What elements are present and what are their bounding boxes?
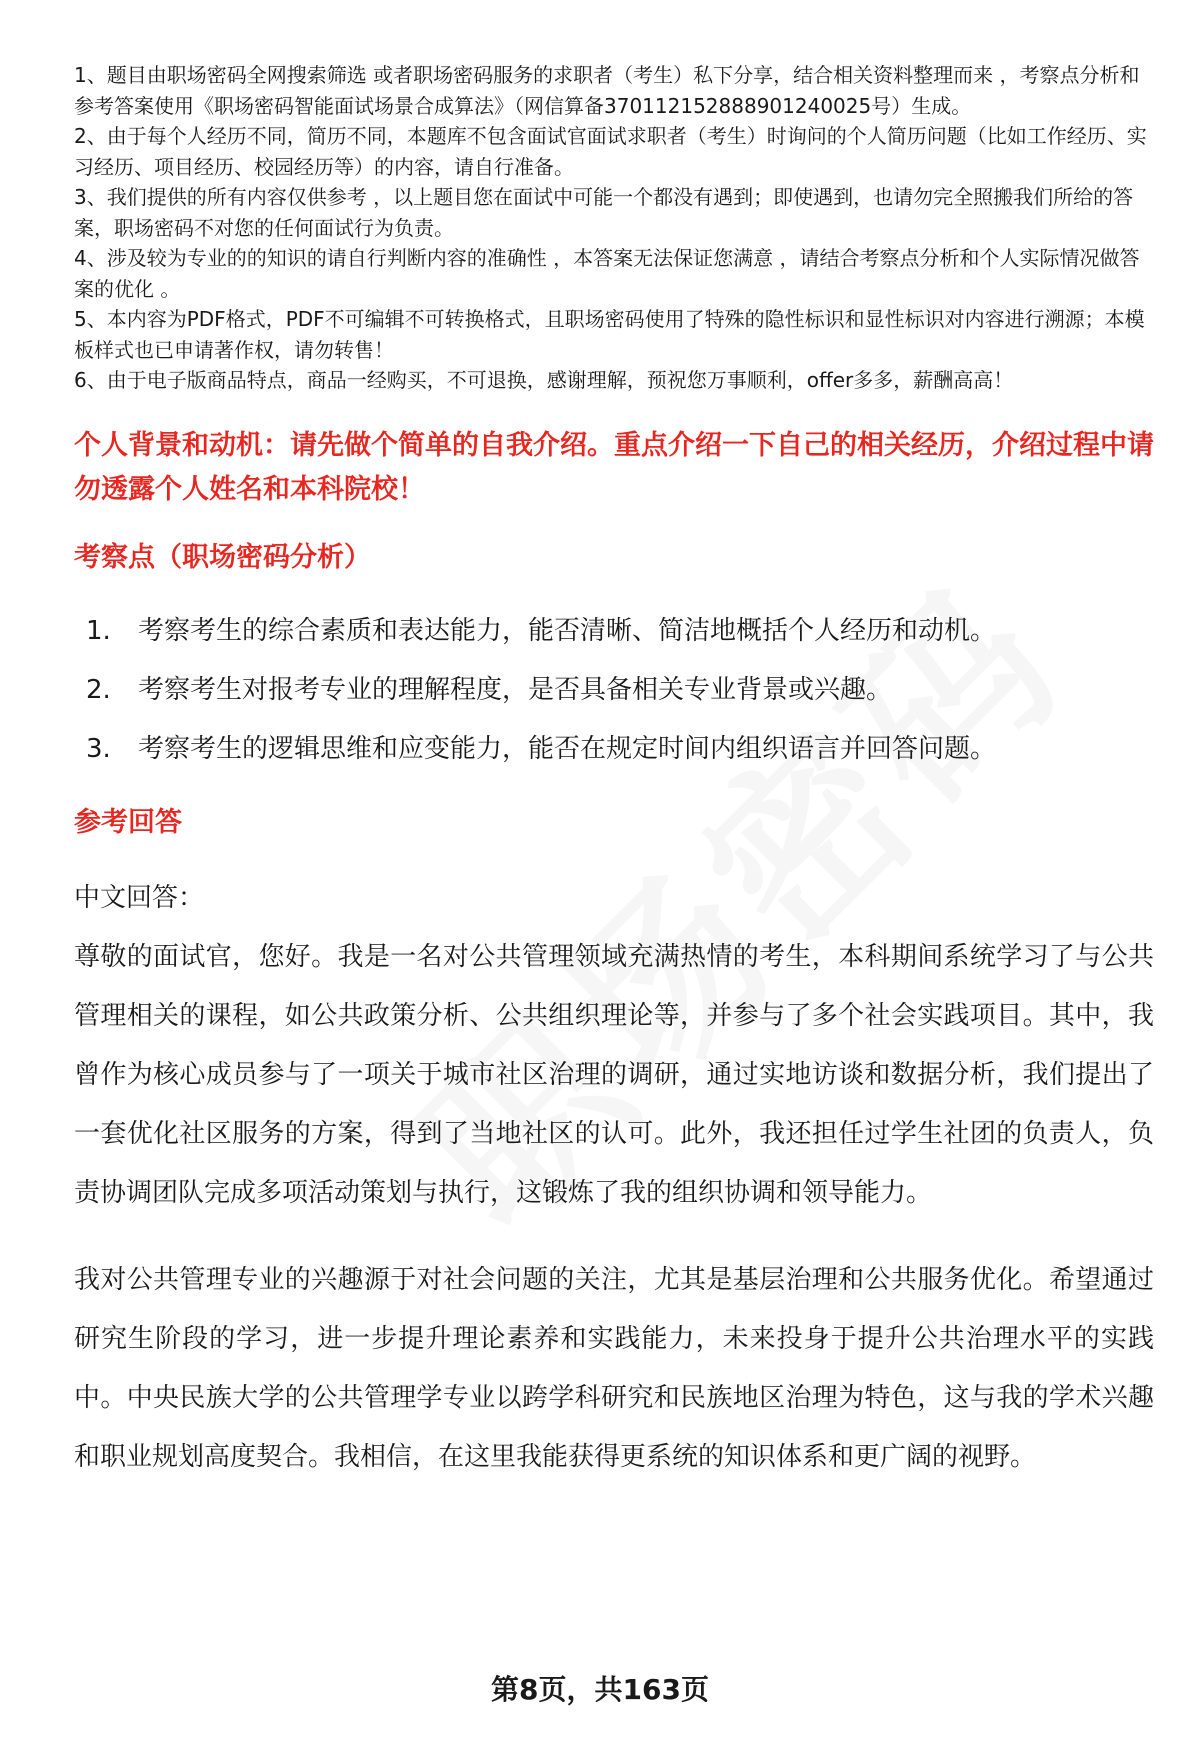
point-number: 3. — [86, 733, 111, 764]
analysis-points — [74, 602, 1154, 779]
document-page — [74, 60, 1154, 1487]
analysis-point — [74, 720, 1154, 779]
point-text: 考察考生对报考专业的理解程度，是否具备相关专业背景或兴趣。 — [138, 674, 893, 705]
note-item: 6、由于电子版商品特点，商品一经购买，不可退换，感谢理解，预祝您万事顺利，offer多多，薪酬高高！ — [74, 368, 1014, 392]
note-item: 5、本内容为PDF格式，PDF不可编辑不可转换格式，且职场密码使用了特殊的隐性标识和显性标识对内容进行溯源；本模板样式也已申请著作权，请勿转售！ — [74, 307, 1145, 362]
point-number: 2. — [86, 674, 111, 705]
note-item: 3、我们提供的所有内容仅供参考 ，以上题目您在面试中可能一个都没有遇到；即使遇到，也请勿完全照搬我们所给的答案，职场密码不对您的任何面试行为负责。 — [74, 185, 1134, 240]
point-number: 1. — [86, 615, 111, 646]
analysis-heading: 考察点（职场密码分析） — [74, 541, 371, 573]
point-text: 考察考生的综合素质和表达能力，能否清晰、简洁地概括个人经历和动机。 — [138, 615, 997, 646]
note-item: 2、由于每个人经历不同，简历不同，本题库不包含面试官面试求职者（考生）时询问的个人简历问题（比如工作经历、实习经历、项目经历、校园经历等）的内容，请自行准备。 — [74, 124, 1147, 179]
note-item: 4、涉及较为专业的的知识的请自行判断内容的准确性 ，本答案无法保证您满意 ，请结合考察点分析和个人实际情况做答案的优化 。 — [74, 246, 1140, 301]
page-number: 第8页，共163页 — [491, 1673, 709, 1706]
point-text: 考察考生的逻辑思维和应变能力，能否在规定时间内组织语言并回答问题。 — [138, 733, 997, 764]
disclaimer-notes — [74, 60, 1154, 396]
analysis-point — [74, 661, 1154, 720]
interview-question: 个人背景和动机：请先做个简单的自我介绍。重点介绍一下自己的相关经历，介绍过程中请勿透露个人姓名和本科院校！ — [74, 429, 1154, 505]
note-item: 1、题目由职场密码全网搜索筛选 或者职场密码服务的求职者（考生）私下分享，结合相关资料整理而来 ，考察点分析和参考答案使用《职场密码智能面试场景合成算法》（网信算备370112152888901240025号）生成。 — [74, 63, 1140, 118]
analysis-point — [74, 602, 1154, 661]
answer-paragraph: 尊敬的面试官，您好。我是一名对公共管理领域充满热情的考生，本科期间系统学习了与公共管理相关的课程，如公共政策分析、公共组织理论等，并参与了多个社会实践项目。其中，我曾作为核心成员参与了一项关于城市社区治理的调研，通过实地访谈和数据分析，我们提出了一套优化社区服务的方案，得到了当地社区的认可。此外，我还担任过学生社团的负责人，负责协调团队完成多项活动策划与执行，这锻炼了我的组织协调和领导能力。 — [74, 941, 1154, 1208]
answer-paragraph: 我对公共管理专业的兴趣源于对社会问题的关注，尤其是基层治理和公共服务优化。希望通过研究生阶段的学习，进一步提升理论素养和实践能力，未来投身于提升公共治理水平的实践中。中央民族大学的公共管理学专业以跨学科研究和民族地区治理为特色，这与我的学术兴趣和职业规划高度契合。我相信，在这里我能获得更系统的知识体系和更广阔的视野。 — [74, 1264, 1154, 1472]
answer-heading: 参考回答 — [74, 806, 182, 838]
answer-language-label: 中文回答： — [74, 882, 205, 913]
